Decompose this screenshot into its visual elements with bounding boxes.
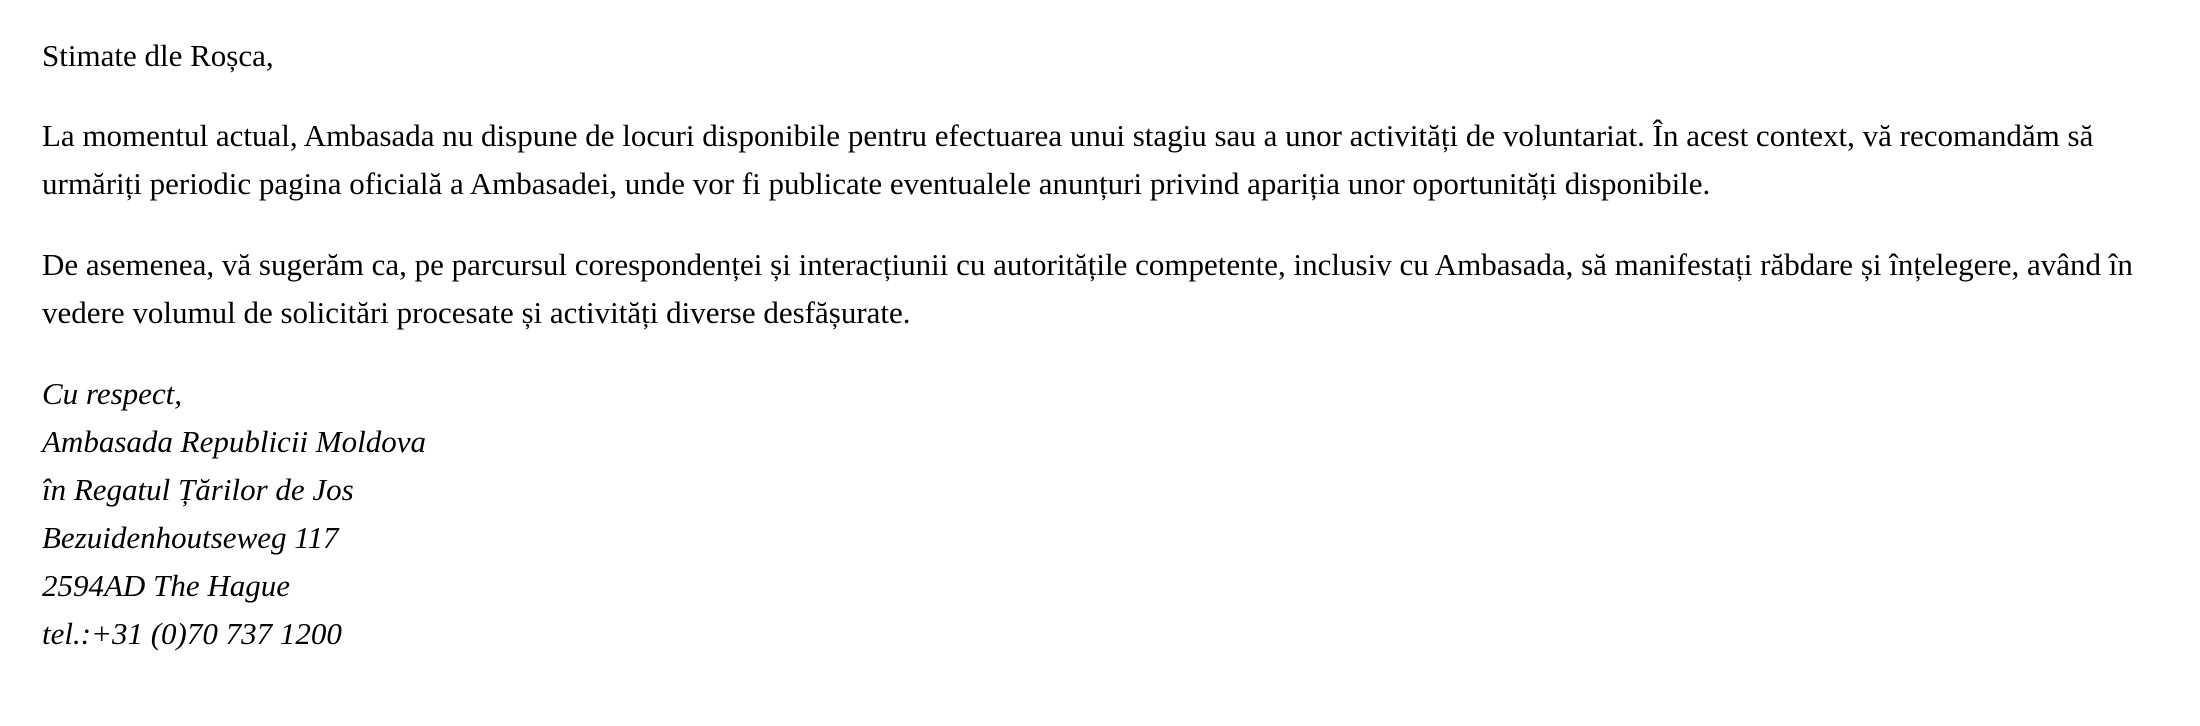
signature-street-address: Bezuidenhoutseweg 117 <box>42 520 339 555</box>
signature-phone: tel.:+31 (0)70 737 1200 <box>42 616 342 651</box>
email-signature <box>42 370 2158 658</box>
signature-postal-city: 2594AD The Hague <box>42 568 290 603</box>
email-paragraph-availability: La momentul actual, Ambasada nu dispune de locuri disponibile pentru efectuarea unui stagiu sau a unor activități de voluntariat. În acest context, vă recomandăm să urmăriți periodic pagina oficială a Ambasadei, unde vor fi publicate eventualele anunțuri privind apariția unor oportunități disponibile. <box>42 118 2094 201</box>
signature-embassy-name: Ambasada Republicii Moldova <box>42 424 426 459</box>
signature-closing: Cu respect, <box>42 376 183 411</box>
email-paragraph-patience: De asemenea, vă sugerăm ca, pe parcursul corespondenței și interacțiunii cu autoritățile competente, inclusiv cu Ambasada, să manifestați răbdare și înțelegere, având în vedere volumul de solicitări procesate și activități diverse desfășurate. <box>42 247 2133 330</box>
signature-country: în Regatul Țărilor de Jos <box>42 472 354 507</box>
email-greeting: Stimate dle Roșca, <box>42 38 274 73</box>
